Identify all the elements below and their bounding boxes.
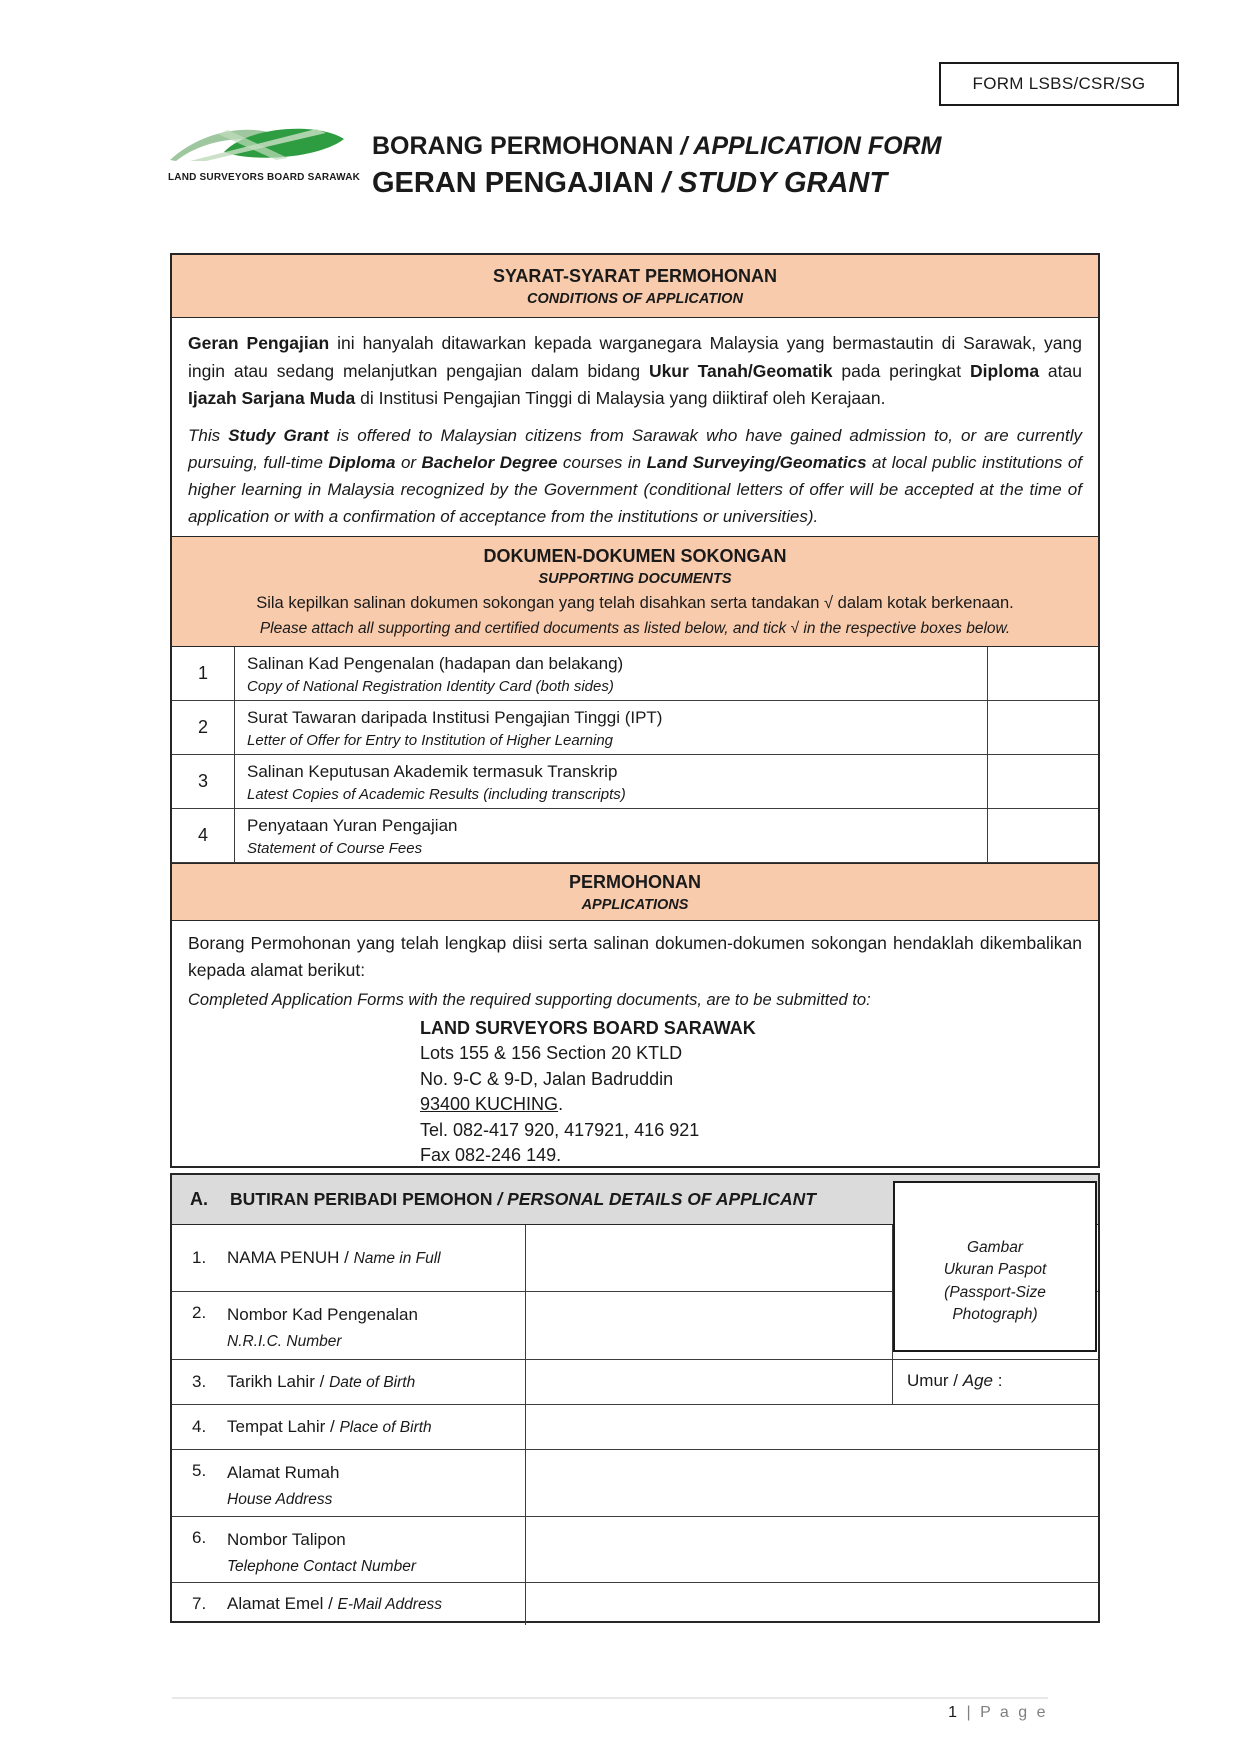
house-address-input-cell[interactable]	[526, 1450, 1098, 1516]
field-row-house-address	[172, 1450, 1098, 1517]
submission-address	[420, 1016, 1082, 1169]
personal-details-table	[170, 1173, 1100, 1623]
document-desc-my: Salinan Kad Pengenalan (hadapan dan belakang)	[247, 653, 624, 673]
field-label	[172, 1583, 526, 1625]
applications-heading-en: APPLICATIONS	[581, 896, 689, 913]
documents-note-my: Sila kepilkan salinan dokumen sokongan yang telah disahkan serta tandakan √ dalam kotak berkenaan.	[256, 593, 1014, 612]
document-row-number: 4	[172, 809, 235, 862]
applications-header-band	[172, 863, 1098, 921]
document-desc-en: Latest Copies of Academic Results (including transcripts)	[247, 785, 626, 803]
document-row-3	[172, 755, 1098, 809]
field-label-text	[227, 1528, 416, 1579]
field-number: 6.	[192, 1528, 207, 1547]
conditions-heading-en: CONDITIONS OF APPLICATION	[527, 291, 743, 307]
section-a-title: BUTIRAN PERIBADI PEMOHON / PERSONAL DETAILS OF APPLICANT	[230, 1189, 816, 1209]
field-label-en: House Address	[227, 1491, 333, 1508]
section-letter: A.	[190, 1189, 208, 1209]
pob-input-cell[interactable]	[526, 1405, 1098, 1449]
document-row-description	[235, 701, 988, 754]
conditions-paragraph-my: Geran Pengajian ini hanyalah ditawarkan kepada warganegara Malaysia yang bermastautin di Sarawak, yang ingin atau sedang melanjutkan pengajian dalam bidang Ukur Tanah/Geomatik pada peringkat Diploma atau Ijazah Sarjana Muda di Institusi Pengajian Tinggi di Malaysia yang diiktiraf oleh Kerajaan.	[188, 333, 1082, 408]
lsbs-logo-graphic	[168, 122, 354, 166]
title-application-form: BORANG PERMOHONAN / APPLICATION FORM	[372, 132, 942, 160]
field-number: 3.	[192, 1372, 207, 1391]
field-label-text	[227, 1303, 418, 1354]
applications-paragraph-en: Completed Application Forms with the required supporting documents, are to be submitted to:	[188, 990, 871, 1009]
address-fax: Fax 082-246 149.	[420, 1145, 562, 1165]
document-row-number: 1	[172, 647, 235, 700]
photo-box-text: Gambar	[967, 1238, 1023, 1256]
title-study-grant: GERAN PENGAJIAN / STUDY GRANT	[372, 167, 888, 199]
document-row-number: 3	[172, 755, 235, 808]
photo-box-text: Ukuran Paspot	[943, 1261, 1047, 1278]
documents-note-en: Please attach all supporting and certified documents as listed below, and tick √ in the respective boxes below.	[259, 619, 1011, 637]
field-label	[172, 1517, 526, 1582]
field-number: 4.	[192, 1417, 207, 1436]
document-desc-en: Statement of Course Fees	[247, 839, 423, 857]
field-label-en: Name in Full	[353, 1249, 441, 1267]
photo-box-text: (Passport-Size	[944, 1283, 1046, 1301]
field-label-text	[227, 1246, 441, 1271]
field-label-en: N.R.I.C. Number	[227, 1333, 342, 1350]
document-row-4	[172, 809, 1098, 863]
field-label	[172, 1360, 526, 1404]
passport-photo-box[interactable]	[893, 1181, 1097, 1352]
conditions-heading-my: SYARAT-SYARAT PERMOHONAN	[492, 266, 778, 286]
tick-box-cell-2[interactable]	[988, 701, 1098, 754]
conditions-paragraph-en: This Study Grant is offered to Malaysian citizens from Sarawak who have gained admission to, or are currently pursuing, full-time Diploma or Bachelor Degree courses in Land Surveying/Geomatics at local public institutions of higher learning in Malaysia recognized by the Government (conditional letters of offer will be accepted at the time of application or with a confirmation of acceptance from the institutions or universities).	[188, 425, 1083, 526]
field-label	[172, 1292, 526, 1359]
address-line-2: No. 9-C & 9-D, Jalan Badruddin	[420, 1068, 674, 1089]
email-input-cell[interactable]	[526, 1583, 1098, 1625]
page-footer	[172, 1697, 1048, 1722]
address-telephone: Tel. 082-417 920, 417921, 416 921	[420, 1119, 700, 1140]
document-desc-my: Penyataan Yuran Pengajian	[247, 815, 458, 835]
applications-body	[172, 921, 1098, 1169]
address-organization: LAND SURVEYORS BOARD SARAWAK	[420, 1017, 756, 1038]
logo-caption: LAND SURVEYORS BOARD SARAWAK	[168, 172, 361, 183]
tick-box-cell-1[interactable]	[988, 647, 1098, 700]
lsbs-logo	[168, 122, 361, 183]
field-label-text	[227, 1592, 442, 1617]
age-cell[interactable]	[893, 1360, 1098, 1404]
document-desc-en: Copy of National Registration Identity Card (both sides)	[247, 677, 614, 695]
field-row-telephone	[172, 1517, 1098, 1583]
tick-box-cell-4[interactable]	[988, 809, 1098, 862]
field-label-my: Nombor Kad Pengenalan	[227, 1305, 418, 1324]
field-label	[172, 1225, 526, 1291]
address-city: 93400 KUCHING.	[420, 1094, 564, 1114]
documents-header-band	[172, 536, 1098, 647]
field-label	[172, 1450, 526, 1516]
field-label-my: Tempat Lahir /	[227, 1416, 335, 1436]
field-label-en: Date of Birth	[329, 1373, 416, 1391]
dob-input-cell[interactable]	[526, 1360, 893, 1404]
conditions-table	[170, 253, 1100, 1168]
document-row-1	[172, 647, 1098, 701]
photo-box-text: Photograph)	[952, 1306, 1038, 1323]
footer-label: P a g e	[980, 1704, 1048, 1721]
field-label-my: Nombor Talipon	[227, 1530, 346, 1549]
field-label-text	[227, 1370, 415, 1395]
document-desc-en: Letter of Offer for Entry to Institution of Higher Learning	[247, 731, 614, 749]
document-row-number: 2	[172, 701, 235, 754]
field-label-text	[227, 1461, 339, 1512]
field-label-my: Tarikh Lahir /	[227, 1371, 325, 1391]
field-label-my: NAMA PENUH /	[227, 1247, 349, 1267]
address-line-1: Lots 155 & 156 Section 20 KTLD	[420, 1043, 683, 1063]
conditions-header-band	[172, 255, 1098, 318]
field-label-my: Alamat Emel /	[227, 1593, 333, 1613]
field-label-en: E-Mail Address	[337, 1595, 443, 1613]
document-row-description	[235, 755, 988, 808]
field-label-text	[227, 1415, 432, 1440]
documents-heading-my: DOKUMEN-DOKUMEN SOKONGAN	[483, 545, 787, 566]
document-row-description	[235, 647, 988, 700]
page-number: 1	[948, 1704, 960, 1721]
field-number: 5.	[192, 1461, 207, 1480]
footer-separator: |	[959, 1704, 981, 1721]
field-label-en: Place of Birth	[339, 1418, 432, 1436]
field-row-email	[172, 1583, 1098, 1625]
field-number: 1.	[192, 1248, 207, 1267]
field-label-my: Alamat Rumah	[227, 1463, 340, 1482]
applications-paragraph-my: Borang Permohonan yang telah lengkap diisi serta salinan dokumen-dokumen sokongan hendaklah dikembalikan kepada alamat berikut:	[188, 932, 1082, 980]
telephone-input-cell[interactable]	[526, 1517, 1098, 1582]
field-number: 7.	[192, 1594, 207, 1613]
tick-box-cell-3[interactable]	[988, 755, 1098, 808]
document-desc-my: Surat Tawaran daripada Institusi Pengajian Tinggi (IPT)	[247, 707, 663, 727]
documents-heading-en: SUPPORTING DOCUMENTS	[538, 570, 732, 587]
age-label: Umur / Age :	[907, 1371, 1003, 1390]
field-label-en: Telephone Contact Number	[227, 1558, 416, 1575]
conditions-body	[172, 318, 1098, 536]
document-row-description	[235, 809, 988, 862]
page-title	[372, 130, 941, 202]
field-label	[172, 1405, 526, 1449]
field-row-dob	[172, 1360, 1098, 1405]
name-input-cell[interactable]	[526, 1225, 893, 1291]
document-row-2	[172, 701, 1098, 755]
form-code-box	[939, 62, 1179, 106]
field-row-pob	[172, 1405, 1098, 1450]
document-desc-my: Salinan Keputusan Akademik termasuk Transkrip	[247, 761, 618, 781]
form-code-text: FORM LSBS/CSR/SG	[972, 74, 1146, 93]
nric-input-cell[interactable]	[526, 1292, 893, 1359]
applications-heading-my: PERMOHONAN	[568, 871, 701, 892]
field-number: 2.	[192, 1303, 207, 1322]
